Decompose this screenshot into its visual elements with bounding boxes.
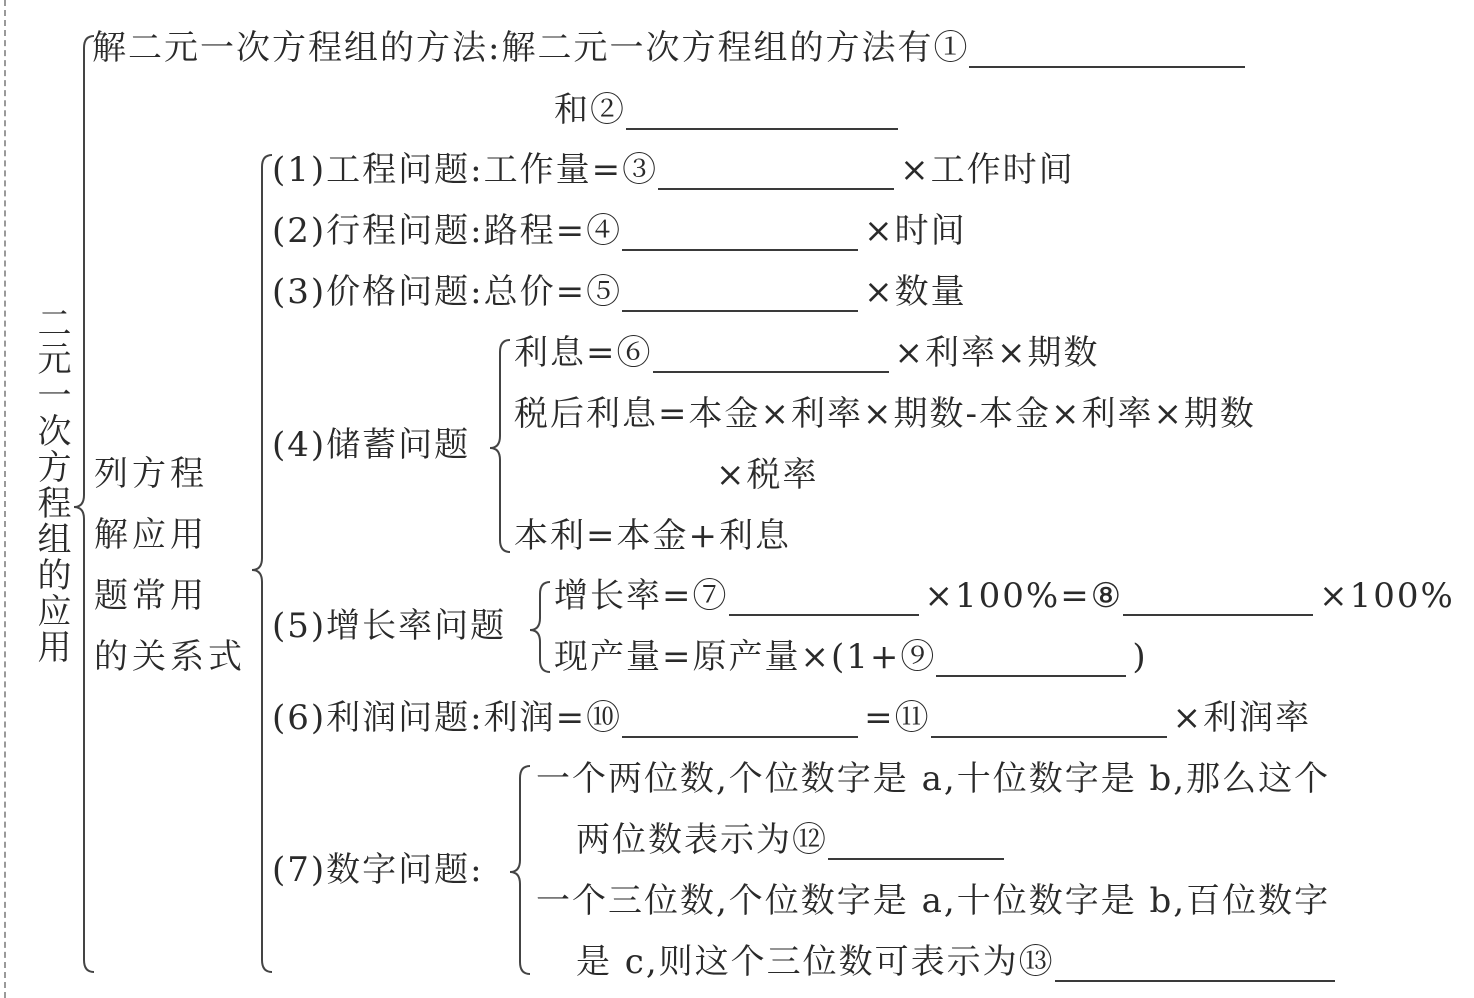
price-row	[272, 272, 967, 312]
methods-line2	[554, 90, 904, 130]
answer-blank-2[interactable]	[626, 94, 898, 130]
savings-after-tax-line2: ×税率	[716, 455, 819, 495]
digits-two-line1: 一个两位数,个位数字是 a,十位数字是 b,那么这个	[536, 759, 1331, 799]
brace-savings	[490, 340, 510, 552]
growth-current-prefix: 现产量=原产量×(1+⑨	[554, 637, 937, 677]
price-suffix: ×数量	[864, 272, 967, 312]
relations-title-line: 的关系式	[94, 637, 246, 677]
methods-line1	[92, 28, 1251, 68]
answer-blank-7[interactable]	[729, 580, 919, 616]
savings-interest-row	[514, 333, 1099, 373]
profit-prefix: (6)利润问题:利润=⑩	[272, 698, 623, 738]
growth-rate-mid: ×100%=⑧	[924, 576, 1124, 616]
digits-two-text: 两位数表示为⑫	[576, 820, 828, 860]
answer-blank-6[interactable]	[653, 337, 889, 373]
engineering-suffix: ×工作时间	[900, 150, 1075, 190]
relations-title-line: 解应用	[94, 515, 208, 555]
brace-digits	[510, 766, 530, 974]
growth-rate-prefix: 增长率=⑦	[554, 576, 729, 616]
methods-text1: 解二元一次方程组的方法:解二元一次方程组的方法有①	[92, 28, 970, 68]
relations-title-line: 题常用	[94, 576, 208, 616]
travel-prefix: (2)行程问题:路程=④	[272, 211, 623, 251]
answer-blank-13[interactable]	[1055, 946, 1335, 982]
growth-rate-row	[554, 576, 1455, 616]
travel-row	[272, 211, 967, 251]
profit-mid: =⑪	[864, 698, 931, 738]
savings-after-tax-line1: 税后利息=本金×利率×期数-本金×利率×期数	[514, 394, 1256, 434]
growth-current-suffix: )	[1132, 637, 1148, 677]
savings-label: (4)储蓄问题	[272, 425, 471, 465]
savings-interest-suffix: ×利率×期数	[894, 333, 1100, 373]
answer-blank-11[interactable]	[931, 702, 1167, 738]
answer-blank-5[interactable]	[622, 276, 858, 312]
profit-suffix: ×利润率	[1172, 698, 1312, 738]
engineering-prefix: (1)工程问题:工作量=③	[272, 150, 659, 190]
engineering-row	[272, 150, 1075, 190]
digits-three-line2	[576, 942, 1341, 982]
digits-label: (7)数字问题:	[272, 850, 484, 890]
answer-blank-9[interactable]	[936, 641, 1126, 677]
brace-growth	[530, 582, 550, 672]
profit-row	[272, 698, 1311, 738]
answer-blank-8[interactable]	[1123, 580, 1313, 616]
answer-blank-3[interactable]	[658, 154, 894, 190]
answer-blank-10[interactable]	[622, 702, 858, 738]
brace-main	[74, 36, 94, 972]
travel-suffix: ×时间	[864, 211, 967, 251]
relations-title	[94, 444, 274, 688]
digits-three-line1: 一个三位数,个位数字是 a,十位数字是 b,百位数字	[536, 881, 1331, 921]
methods-text2: 和②	[554, 90, 626, 130]
answer-blank-12[interactable]	[828, 824, 1004, 860]
digits-three-text: 是 c,则这个三位数可表示为⑬	[576, 942, 1055, 982]
price-prefix: (3)价格问题:总价=⑤	[272, 272, 623, 312]
answer-blank-4[interactable]	[622, 215, 858, 251]
growth-rate-suffix: ×100%	[1319, 576, 1455, 616]
savings-interest-prefix: 利息=⑥	[514, 333, 653, 373]
savings-total: 本利=本金+利息	[514, 516, 791, 556]
answer-blank-1[interactable]	[969, 32, 1245, 68]
digits-two-line2	[576, 820, 1010, 860]
root-title: 二元一次方程组的应用	[31, 305, 71, 665]
growth-label: (5)增长率问题	[272, 606, 507, 646]
relations-title-line: 列方程	[94, 454, 208, 494]
growth-current-row	[554, 637, 1148, 677]
